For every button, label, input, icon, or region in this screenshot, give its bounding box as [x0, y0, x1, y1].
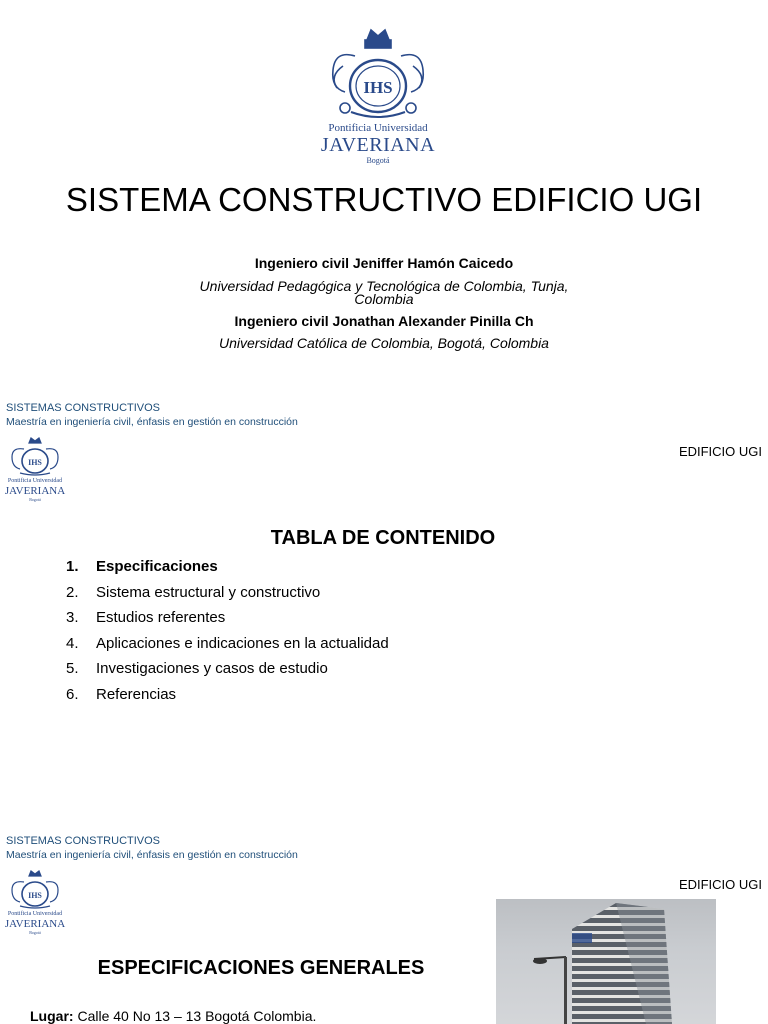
program-name: Maestría en ingeniería civil, énfasis en gestión en construcción	[6, 416, 298, 428]
university-crest-icon	[2, 437, 68, 477]
logo-line1: Pontificia Universidad	[328, 122, 428, 134]
slide-title: SISTEMA CONSTRUCTIVO EDIFICIO UGI	[65, 181, 703, 218]
university-logo-small	[2, 870, 68, 936]
toc-list	[66, 557, 389, 711]
toc-title: TABLA DE CONTENIDO	[270, 527, 496, 549]
toc-item: 4. Aplicaciones e indicaciones en la actualidad	[66, 634, 389, 652]
course-name: SISTEMAS CONSTRUCTIVOS	[6, 402, 161, 414]
logo-line2: JAVERIANA	[4, 918, 66, 930]
university-crest-icon	[2, 870, 68, 910]
crest-monogram: IHS	[363, 78, 393, 97]
location-value: Calle 40 No 13 – 13 Bogotá Colombia.	[73, 1008, 317, 1024]
author-affiliation-1-cont: Colombia	[354, 291, 414, 307]
author-affiliation-2: Universidad Católica de Colombia, Bogotá, Colombia	[219, 335, 549, 351]
university-logo-small	[2, 437, 68, 503]
toc-item: 5. Investigaciones y casos de estudio	[66, 660, 328, 678]
university-crest-icon	[315, 26, 441, 126]
program-name: Maestría en ingeniería civil, énfasis en gestión en construcción	[6, 849, 298, 861]
course-name: SISTEMAS CONSTRUCTIVOS	[6, 835, 161, 847]
logo-line3: Bogotá	[29, 497, 41, 502]
logo-line3: Bogotá	[366, 156, 390, 165]
logo-line2: JAVERIANA	[4, 485, 66, 497]
toc-item: 3. Estudios referentes	[66, 609, 226, 627]
author-name-1: Ingeniero civil Jeniffer Hamón Caicedo	[254, 255, 514, 271]
location-line	[30, 1008, 316, 1024]
university-logo-large	[315, 26, 441, 166]
crest-monogram: IHS	[28, 458, 42, 467]
building-label: EDIFICIO UGI	[678, 444, 762, 459]
toc-item: 6. Referencias	[66, 685, 177, 703]
crest-monogram: IHS	[28, 891, 42, 900]
location-label: Lugar:	[30, 1008, 74, 1024]
logo-line1: Pontificia Universidad	[7, 478, 63, 484]
building-photo	[496, 899, 716, 1024]
logo-line1: Pontificia Universidad	[7, 911, 63, 917]
toc-item: 2. Sistema estructural y constructivo	[66, 583, 321, 601]
specs-title: ESPECIFICACIONES GENERALES	[97, 957, 425, 979]
author-affiliation-1: Universidad Pedagógica y Tecnológica de Colombia, Tunja,	[199, 278, 569, 294]
author-name-2: Ingeniero civil Jonathan Alexander Pinilla Ch	[234, 313, 534, 329]
logo-line2: JAVERIANA	[320, 134, 436, 156]
building-label: EDIFICIO UGI	[678, 877, 762, 892]
logo-line3: Bogotá	[29, 930, 41, 935]
building-photo-icon	[496, 899, 716, 1024]
toc-item: 1. Especificaciones	[66, 558, 218, 575]
